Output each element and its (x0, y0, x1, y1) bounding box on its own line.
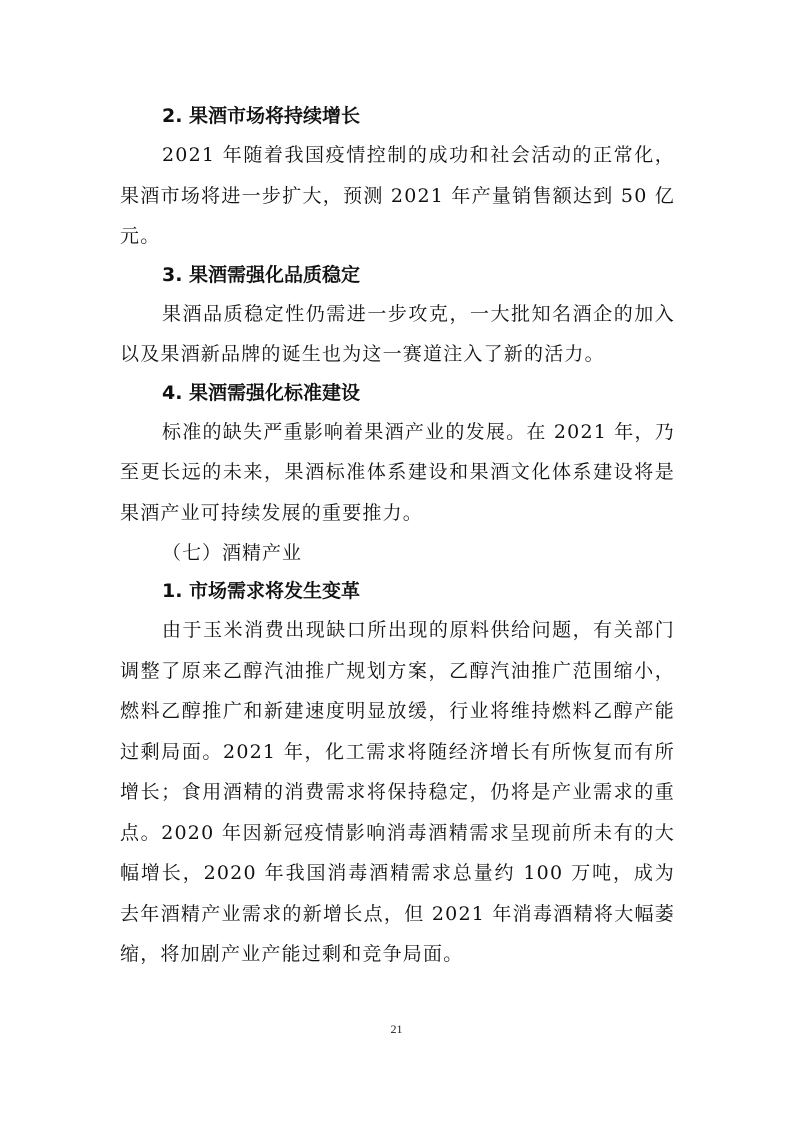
heading-fruit-wine-standards: 4. 果酒需强化标准建设 (162, 381, 361, 404)
page-number: 21 (390, 1022, 403, 1036)
page-content (120, 98, 675, 975)
heading-fruit-wine-market-growth: 2. 果酒市场将持续增长 (162, 105, 361, 127)
para-fruit-wine-standards: 标准的缺失严重影响着果酒产业的发展。在 2021 年，乃至更长远的未来，果酒标准体系建设和果酒文化体系建设将是果酒产业可持续发展的重要推力。 (120, 420, 675, 524)
section-alcohol-industry: （七）酒精产业 (162, 542, 303, 564)
para-fruit-wine-quality: 果酒品质稳定性仍需进一步攻克，一大批知名酒企的加入以及果酒新品牌的诞生也为这一赛道注入了新的活力。 (120, 302, 675, 365)
heading-fruit-wine-quality: 3. 果酒需强化品质稳定 (162, 263, 361, 286)
para-fruit-wine-market: 2021 年随着我国疫情控制的成功和社会活动的正常化，果酒市场将进一步扩大，预测 2021 年产量销售额达到 50 亿元。 (120, 144, 675, 247)
heading-market-demand-change: 1. 市场需求将发生变革 (162, 580, 361, 602)
para-market-demand: 由于玉米消费出现缺口所出现的原料供给问题，有关部门调整了原来乙醇汽油推广规划方案，乙醇汽油推广范围缩小，燃料乙醇推广和新建速度明显放缓，行业将维持燃料乙醇产能过剩局面。2021 年，化工需求将随经济增长有所恢复而有所增长；食用酒精的消费需求将保持稳定，仍将是产业需求的重点。2020 年因新冠疫情影响消毒酒精需求呈现前所未有的大幅增长，2020 年我国消毒酒精需求总量约 100 万吨，成为去年酒精产业需求的新增长点，但 2021 年消毒酒精将大幅萎缩，将加剧产业产能过剩和竞争局面。 (120, 619, 675, 965)
